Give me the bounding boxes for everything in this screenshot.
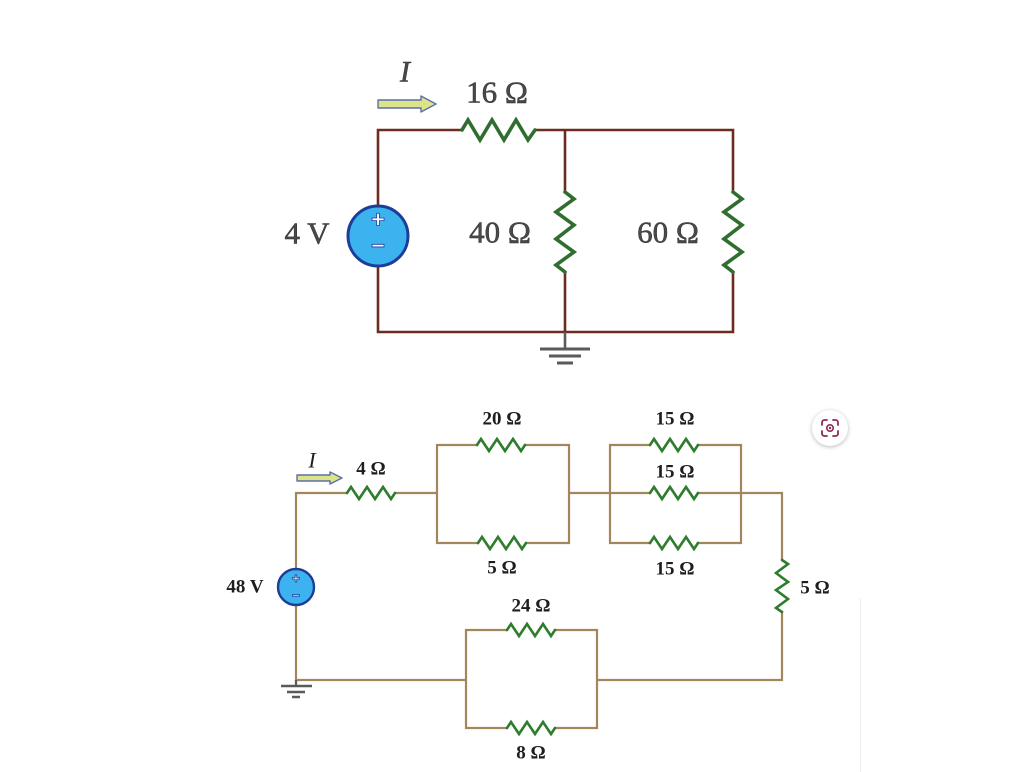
ground-icon [281, 680, 312, 697]
resistor-15-ohm-bottom-icon [650, 537, 698, 549]
circuit2-wires [296, 445, 782, 728]
resistor-label-8-ohm: 8 Ω [516, 742, 546, 764]
ground-icon [540, 332, 590, 363]
resistor-label-5-ohm-parallel: 5 Ω [487, 557, 517, 579]
circuit-2 [226, 409, 829, 764]
resistor-5-ohm-parallel-icon [478, 537, 526, 549]
resistor-4-ohm-icon [347, 487, 395, 499]
resistor-label-40-ohm: 40 Ω [469, 214, 531, 250]
voltage-source-icon [278, 569, 314, 605]
resistor-label-16-ohm: 16 Ω [466, 74, 528, 110]
circuit-1 [284, 56, 742, 364]
visual-search-button[interactable] [812, 410, 848, 446]
resistor-label-4-ohm: 4 Ω [356, 458, 386, 480]
resistor-label-20-ohm: 20 Ω [482, 408, 522, 430]
resistor-label-60-ohm: 60 Ω [637, 214, 699, 250]
current-arrow-icon [378, 96, 436, 112]
voltage-source-icon [348, 206, 408, 266]
resistor-15-ohm-middle-icon [650, 487, 698, 499]
current-label: I [308, 447, 316, 473]
resistor-8-ohm-icon [507, 722, 555, 734]
resistor-15-ohm-top-icon [650, 439, 698, 451]
resistor-label-24-ohm: 24 Ω [511, 595, 551, 617]
current-arrow-icon [297, 472, 342, 484]
lens-dot [829, 427, 831, 429]
resistor-16-ohm-icon [462, 120, 535, 140]
source-voltage-label: 48 V [226, 576, 264, 598]
source-plus-sign: + [370, 206, 386, 234]
source-voltage-label: 4 V [284, 215, 330, 251]
source-minus-sign: − [370, 232, 386, 260]
resistor-24-ohm-icon [507, 624, 555, 636]
resistor-40-ohm-icon [556, 192, 574, 272]
resistor-label-15-ohm-middle: 15 Ω [655, 461, 695, 483]
resistor-label-5-ohm-right: 5 Ω [800, 577, 830, 599]
resistor-60-ohm-icon [724, 192, 742, 272]
resistor-5-ohm-right-icon [776, 560, 788, 612]
current-label: I [400, 55, 410, 89]
source-plus-sign: + [291, 570, 301, 586]
edge-divider [860, 598, 861, 772]
source-minus-sign: − [291, 587, 301, 603]
resistor-label-15-ohm-bottom: 15 Ω [655, 558, 695, 580]
ground-bars [281, 686, 312, 697]
resistor-label-15-ohm-top: 15 Ω [655, 408, 695, 430]
ground-bars [540, 349, 590, 363]
lens-icon [820, 418, 840, 438]
resistor-20-ohm-icon [477, 439, 525, 451]
